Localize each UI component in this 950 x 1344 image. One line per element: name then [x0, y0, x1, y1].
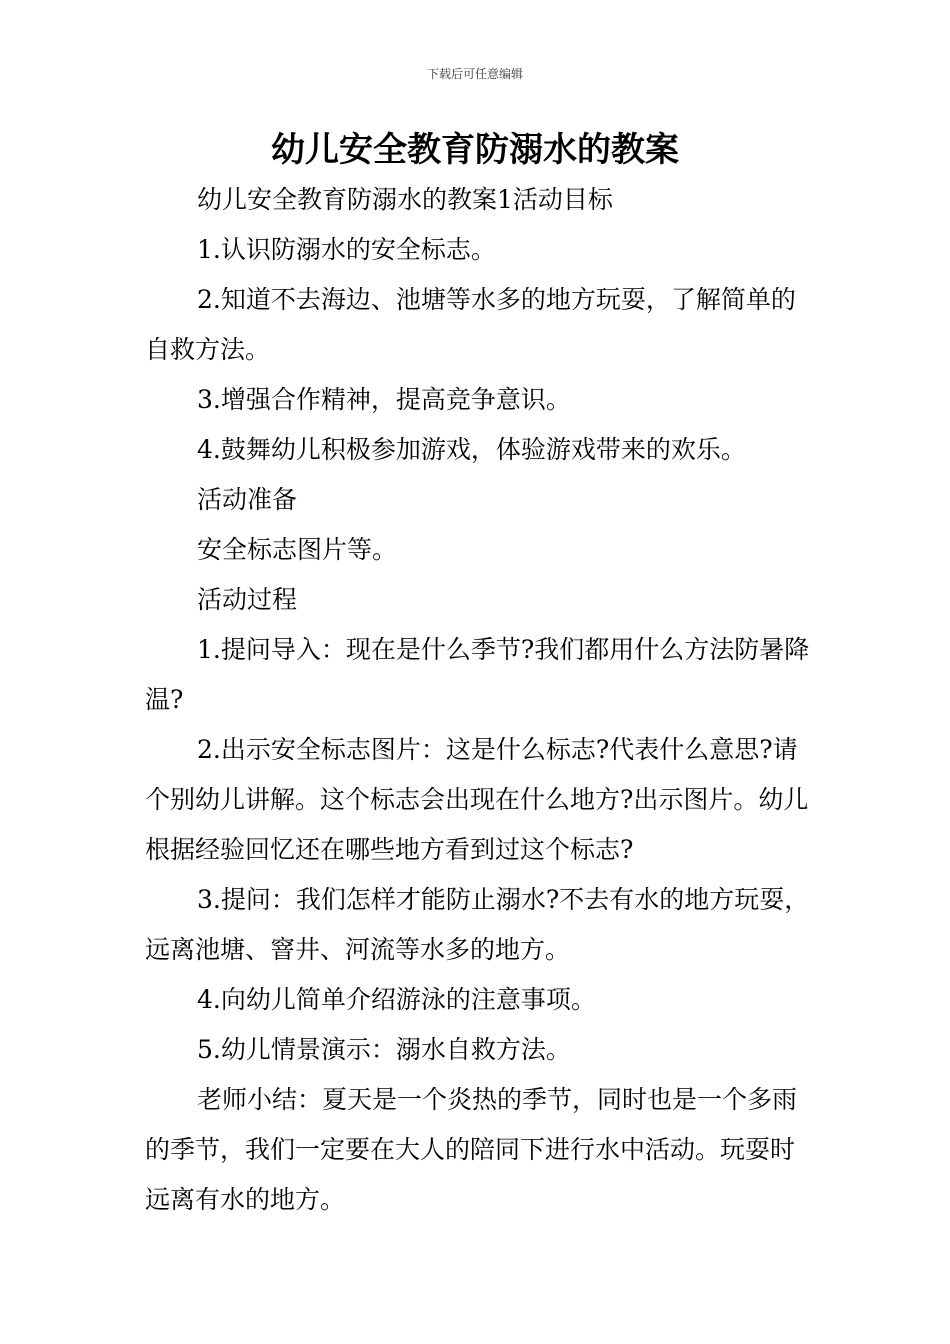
document-body: [145, 175, 815, 1225]
paragraph-process-4: 4.向幼儿简单介绍游泳的注意事项。: [197, 985, 596, 1014]
paragraph-goal-3: 3.增强合作精神，提高竞争意识。: [197, 385, 571, 414]
section-heading-process: 活动过程: [197, 585, 298, 614]
page-header-note: 下载后可任意编辑: [426, 67, 523, 81]
paragraph-process-5: 5.幼儿情景演示：溺水自救方法。: [197, 1035, 571, 1064]
paragraph-process-3: 3.提问：我们怎样才能防止溺水?不去有水的地方玩耍，远离池塘、窨井、河流等水多的地方。: [145, 885, 810, 964]
paragraph-goal-4: 4.鼓舞幼儿积极参加游戏，体验游戏带来的欢乐。: [197, 435, 746, 464]
paragraph-intro: 幼儿安全教育防溺水的教案1活动目标: [197, 185, 613, 214]
paragraph-process-1: 1.提问导入：现在是什么季节?我们都用什么方法防暑降温?: [145, 635, 810, 714]
paragraph-goal-1: 1.认识防溺水的安全标志。: [197, 235, 496, 264]
paragraph-preparation: 安全标志图片等。: [197, 535, 398, 564]
paragraph-goal-2: 2.知道不去海边、池塘等水多的地方玩耍，了解简单的自救方法。: [145, 285, 796, 364]
paragraph-process-2: 2.出示安全标志图片：这是什么标志?代表什么意思?请个别幼儿讲解。这个标志会出现在什么地方?出示图片。幼儿根据经验回忆还在哪些地方看到过这个标志?: [145, 735, 809, 864]
document-title: 幼儿安全教育防溺水的教案: [271, 130, 679, 170]
paragraph-summary: 老师小结：夏天是一个炎热的季节，同时也是一个多雨的季节，我们一定要在大人的陪同下进行水中活动。玩耍时远离有水的地方。: [145, 1085, 798, 1214]
section-heading-preparation: 活动准备: [197, 485, 298, 514]
